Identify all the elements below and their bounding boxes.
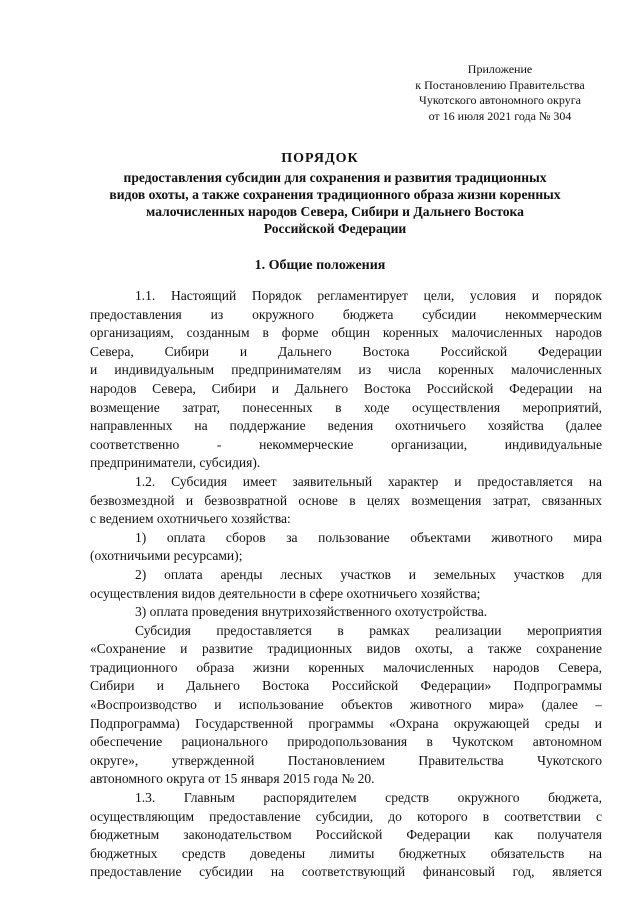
body-line: и индивидуальным предпринимателям из числа коренных малочисленных xyxy=(90,362,602,378)
body-line: предоставление субсидии на соответствующий финансовый год, является xyxy=(90,864,602,880)
body-line: с ведением охотничьего хозяйства: xyxy=(90,511,291,527)
body-line: организациям, созданным в форме общин коренных малочисленных народов xyxy=(90,325,602,341)
body-line: предприниматели, субсидия). xyxy=(90,455,261,471)
subtitle-line: предоставления субсидии для сохранения и развития традиционных xyxy=(123,170,547,185)
body-line: 1) оплата сборов за пользование объектами животного мира xyxy=(135,529,602,545)
section-heading: 1. Общие положения xyxy=(254,258,386,273)
body-line: автономного округа от 15 января 2015 года № 20. xyxy=(90,771,375,787)
subtitle-line: видов охоты, а также сохранения традиционного образа жизни коренных xyxy=(109,187,561,202)
body-line: «Сохранение и развитие традиционных видов охоты, а также сохранение xyxy=(90,641,602,657)
body-line: Подпрограмма) Государственной программы «Охрана окружающей среды и xyxy=(90,715,602,731)
body-line: предоставления из окружного бюджета субсидии некоммерческим xyxy=(90,306,602,322)
body-line: 1.3. Главным распорядителем средств окружного бюджета, xyxy=(135,790,602,806)
body-line: 2) оплата аренды лесных участков и земельных участков для xyxy=(135,566,602,582)
body-line: 1.1. Настоящий Порядок регламентирует цели, условия и порядок xyxy=(135,288,602,303)
body-line: (охотничьими ресурсами); xyxy=(90,548,243,564)
appendix-line: к Постановлению Правительства xyxy=(415,77,585,92)
body-line: Севера, Сибири и Дальнего Востока Российской Федерации xyxy=(90,343,602,359)
body-line: направленных на поддержание ведения охотничьего хозяйства (далее xyxy=(90,418,602,434)
body-line: бюджетных средств доведены лимиты бюджетных обязательств на xyxy=(90,845,602,861)
body-line: осуществления видов деятельности в сфере охотничьего хозяйства; xyxy=(90,585,481,601)
body-line: 1.2. Субсидия имеет заявительный характер и предоставляется на xyxy=(135,473,602,489)
body-line: народов Севера, Сибири и Дальнего Востока Российской Федерации на xyxy=(90,380,602,396)
appendix-line: Чукотского автономного округа xyxy=(419,93,581,107)
body-line: округе», утвержденной Постановлением Правительства Чукотского xyxy=(90,752,602,768)
body-line: Субсидия предоставляется в рамках реализации мероприятия xyxy=(135,622,602,638)
body-text xyxy=(90,287,602,882)
document-subtitle xyxy=(80,169,590,237)
body-line: соответственно - некоммерческие организации, индивидуальные xyxy=(90,436,602,452)
body-line: бюджетным законодательством Российской Федерации как получателя xyxy=(90,827,602,843)
body-line: обеспечение рационального природопользования в Чукотском автономном xyxy=(90,734,602,750)
body-line: безвозмездной и безвозвратной основе в целях возмещения затрат, связанных xyxy=(90,492,602,508)
document-title: ПОРЯДОК xyxy=(281,151,359,166)
subtitle-line: Российской Федерации xyxy=(263,221,407,236)
appendix-block xyxy=(380,62,620,124)
body-line: Сибири и Дальнего Востока Российской Федерации» Подпрограммы xyxy=(90,678,602,694)
body-line: возмещение затрат, понесенных в ходе осуществления мероприятий, xyxy=(90,399,602,415)
body-line: осуществляющим предоставление субсидии, до которого в соответствии с xyxy=(90,808,602,824)
appendix-line: Приложение xyxy=(467,62,533,76)
subtitle-line: малочисленных народов Севера, Сибири и Дальнего Востока xyxy=(146,204,524,219)
body-line: 3) оплата проведения внутрихозяйственного охотустройства. xyxy=(135,604,488,620)
body-line: «Воспроизводство и использование объектов животного мира» (далее – xyxy=(90,697,602,713)
appendix-line: от 16 июля 2021 года № 304 xyxy=(428,108,572,123)
body-line: традиционного образа жизни коренных малочисленных народов Севера, xyxy=(90,659,602,675)
